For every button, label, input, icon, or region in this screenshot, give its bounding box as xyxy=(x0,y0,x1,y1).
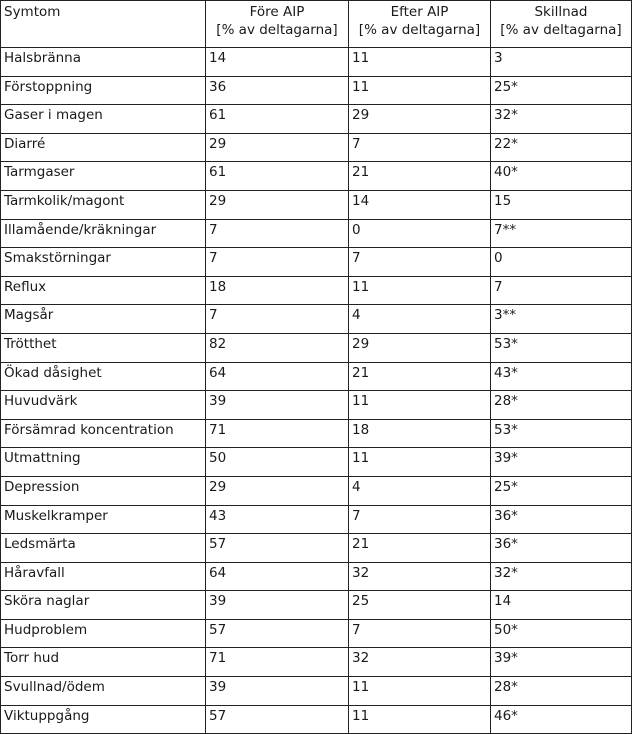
symptom-cell: Magsår xyxy=(1,305,206,334)
skillnad-cell: 40* xyxy=(491,162,632,191)
table-row xyxy=(1,619,632,648)
skillnad-cell: 39* xyxy=(491,648,632,677)
fore-aip-cell: 39 xyxy=(206,591,349,620)
header-skillnad-title: Skillnad xyxy=(534,4,588,20)
fore-aip-cell: 29 xyxy=(206,133,349,162)
table-row xyxy=(1,448,632,477)
efter-aip-cell: 7 xyxy=(349,248,491,277)
table-row xyxy=(1,419,632,448)
symptom-cell: Smakstörningar xyxy=(1,248,206,277)
skillnad-cell: 7 xyxy=(491,276,632,305)
skillnad-cell: 53* xyxy=(491,333,632,362)
fore-aip-cell: 39 xyxy=(206,391,349,420)
table-row xyxy=(1,219,632,248)
fore-aip-cell: 50 xyxy=(206,448,349,477)
table-row xyxy=(1,391,632,420)
header-skillnad-unit: [% av deltagarna] xyxy=(500,22,622,38)
table-row xyxy=(1,48,632,77)
symptom-cell: Ökad dåsighet xyxy=(1,362,206,391)
table-row xyxy=(1,648,632,677)
fore-aip-cell: 14 xyxy=(206,48,349,77)
table-body xyxy=(1,48,632,734)
skillnad-cell: 46* xyxy=(491,705,632,734)
efter-aip-cell: 21 xyxy=(349,362,491,391)
symptom-cell: Illamående/kräkningar xyxy=(1,219,206,248)
symptom-cell: Ledsmärta xyxy=(1,534,206,563)
table-row xyxy=(1,162,632,191)
efter-aip-cell: 21 xyxy=(349,534,491,563)
symptom-cell: Försämrad koncentration xyxy=(1,419,206,448)
symptom-cell: Depression xyxy=(1,476,206,505)
efter-aip-cell: 7 xyxy=(349,619,491,648)
efter-aip-cell: 18 xyxy=(349,419,491,448)
fore-aip-cell: 57 xyxy=(206,705,349,734)
skillnad-cell: 32* xyxy=(491,562,632,591)
efter-aip-cell: 0 xyxy=(349,219,491,248)
efter-aip-cell: 21 xyxy=(349,162,491,191)
table-header xyxy=(1,1,632,48)
efter-aip-cell: 7 xyxy=(349,505,491,534)
efter-aip-cell: 32 xyxy=(349,648,491,677)
header-skillnad xyxy=(491,1,632,48)
symptom-cell: Hudproblem xyxy=(1,619,206,648)
skillnad-cell: 36* xyxy=(491,505,632,534)
fore-aip-cell: 43 xyxy=(206,505,349,534)
fore-aip-cell: 7 xyxy=(206,248,349,277)
skillnad-cell: 25* xyxy=(491,476,632,505)
fore-aip-cell: 29 xyxy=(206,190,349,219)
efter-aip-cell: 11 xyxy=(349,76,491,105)
header-fore-aip xyxy=(206,1,349,48)
efter-aip-cell: 4 xyxy=(349,476,491,505)
fore-aip-cell: 57 xyxy=(206,534,349,563)
fore-aip-cell: 7 xyxy=(206,219,349,248)
header-row xyxy=(1,1,632,48)
header-fore-aip-title: Före AIP xyxy=(249,4,305,20)
table-row xyxy=(1,534,632,563)
symptom-cell: Reflux xyxy=(1,276,206,305)
fore-aip-cell: 36 xyxy=(206,76,349,105)
skillnad-cell: 32* xyxy=(491,105,632,134)
fore-aip-cell: 39 xyxy=(206,677,349,706)
symptom-cell: Tarmgaser xyxy=(1,162,206,191)
table-row xyxy=(1,190,632,219)
symptom-cell: Trötthet xyxy=(1,333,206,362)
table-row xyxy=(1,105,632,134)
fore-aip-cell: 82 xyxy=(206,333,349,362)
efter-aip-cell: 29 xyxy=(349,105,491,134)
efter-aip-cell: 29 xyxy=(349,333,491,362)
header-efter-aip-title: Efter AIP xyxy=(390,4,449,20)
symptom-cell: Sköra naglar xyxy=(1,591,206,620)
table-row xyxy=(1,248,632,277)
fore-aip-cell: 18 xyxy=(206,276,349,305)
fore-aip-cell: 64 xyxy=(206,362,349,391)
table-row xyxy=(1,276,632,305)
table-row xyxy=(1,476,632,505)
fore-aip-cell: 7 xyxy=(206,305,349,334)
header-symtom-label: Symtom xyxy=(4,4,61,20)
skillnad-cell: 3** xyxy=(491,305,632,334)
efter-aip-cell: 11 xyxy=(349,705,491,734)
symptom-cell: Gaser i magen xyxy=(1,105,206,134)
fore-aip-cell: 61 xyxy=(206,162,349,191)
symptom-cell: Muskelkramper xyxy=(1,505,206,534)
skillnad-cell: 50* xyxy=(491,619,632,648)
table-row xyxy=(1,505,632,534)
table-row xyxy=(1,591,632,620)
header-efter-aip xyxy=(349,1,491,48)
efter-aip-cell: 11 xyxy=(349,391,491,420)
symptom-cell: Torr hud xyxy=(1,648,206,677)
symptom-cell: Förstoppning xyxy=(1,76,206,105)
skillnad-cell: 22* xyxy=(491,133,632,162)
skillnad-cell: 25* xyxy=(491,76,632,105)
efter-aip-cell: 11 xyxy=(349,448,491,477)
table-row xyxy=(1,562,632,591)
efter-aip-cell: 11 xyxy=(349,276,491,305)
skillnad-cell: 39* xyxy=(491,448,632,477)
symptom-cell: Halsbränna xyxy=(1,48,206,77)
efter-aip-cell: 32 xyxy=(349,562,491,591)
table-row xyxy=(1,362,632,391)
symptom-cell: Tarmkolik/magont xyxy=(1,190,206,219)
symptom-cell: Utmattning xyxy=(1,448,206,477)
skillnad-cell: 14 xyxy=(491,591,632,620)
skillnad-cell: 7** xyxy=(491,219,632,248)
symptom-cell: Viktuppgång xyxy=(1,705,206,734)
skillnad-cell: 36* xyxy=(491,534,632,563)
fore-aip-cell: 71 xyxy=(206,419,349,448)
table-row xyxy=(1,76,632,105)
table-row xyxy=(1,333,632,362)
efter-aip-cell: 4 xyxy=(349,305,491,334)
skillnad-cell: 28* xyxy=(491,677,632,706)
skillnad-cell: 15 xyxy=(491,190,632,219)
fore-aip-cell: 64 xyxy=(206,562,349,591)
fore-aip-cell: 29 xyxy=(206,476,349,505)
table-row xyxy=(1,677,632,706)
table-row xyxy=(1,705,632,734)
symptom-cell: Håravfall xyxy=(1,562,206,591)
skillnad-cell: 28* xyxy=(491,391,632,420)
skillnad-cell: 53* xyxy=(491,419,632,448)
header-efter-aip-unit: [% av deltagarna] xyxy=(358,22,481,38)
symptom-cell: Diarré xyxy=(1,133,206,162)
fore-aip-cell: 57 xyxy=(206,619,349,648)
efter-aip-cell: 11 xyxy=(349,677,491,706)
efter-aip-cell: 11 xyxy=(349,48,491,77)
symptom-cell: Huvudvärk xyxy=(1,391,206,420)
efter-aip-cell: 14 xyxy=(349,190,491,219)
efter-aip-cell: 7 xyxy=(349,133,491,162)
header-fore-aip-unit: [% av deltagarna] xyxy=(216,22,338,38)
table-row xyxy=(1,305,632,334)
skillnad-cell: 0 xyxy=(491,248,632,277)
fore-aip-cell: 61 xyxy=(206,105,349,134)
efter-aip-cell: 25 xyxy=(349,591,491,620)
skillnad-cell: 3 xyxy=(491,48,632,77)
header-symtom xyxy=(1,1,206,48)
fore-aip-cell: 71 xyxy=(206,648,349,677)
skillnad-cell: 43* xyxy=(491,362,632,391)
table-row xyxy=(1,133,632,162)
symptom-cell: Svullnad/ödem xyxy=(1,677,206,706)
